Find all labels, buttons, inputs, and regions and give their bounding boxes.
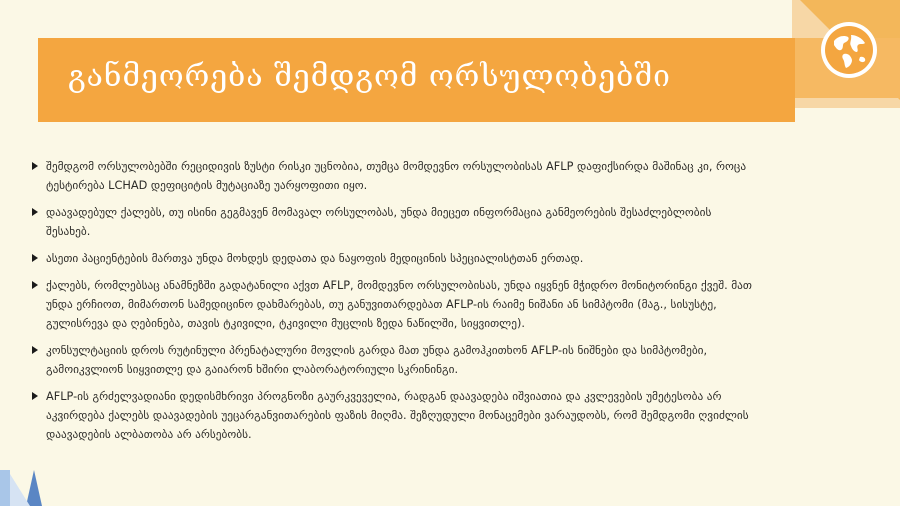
list-item bbox=[32, 249, 752, 268]
triangle-bullet-icon bbox=[32, 254, 38, 262]
bullet-text: ქალებს, რომლებსაც ანამნეზში გადატანილი აქვთ AFLP, მომდევნო ორსულობისას, უნდა იყვნენ მჭიდრო მონიტორინგი ქვეშ. მათ უნდა ერჩიოთ, მიმართონ სამედიცინო დახმარებას, თუ განუვითარდებათ AFLP-ის რაიმე ნიშანი ან სიმპტომი (მაგ., სისუსტე, გულისრევა და ღებინება, თავის ტკივილი, ტკივილი მუცლის ზედა ნაწილში, სიყვითლე). bbox=[46, 279, 752, 330]
triangle-bullet-icon bbox=[32, 392, 38, 400]
bullet-text: კონსულტაციის დროს რუტინული პრენატალური მოვლის გარდა მათ უნდა გამოჰკითხონ AFLP-ის ნიშნები და სიმპტომები, გამოიკვლიონ სიყვითლე და გაიარონ ხშირი ლაბორატორიული სკრინინგი. bbox=[46, 344, 708, 376]
triangle-bullet-icon bbox=[32, 281, 38, 289]
bullet-text: შემდგომ ორსულობებში რეციდივის ზუსტი რისკი უცნობია, თუმცა მომდევნო ორსულობისას AFLP დაფიქსირდა მაშინაც კი, როცა ტესტირება LCHAD დეფიციტის მუტაციაზე უარყოფითი იყო. bbox=[46, 160, 747, 192]
list-item bbox=[32, 387, 752, 444]
list-item bbox=[32, 203, 752, 241]
triangle-bullet-icon bbox=[32, 346, 38, 354]
slide-title: განმეორება შემდგომ ორსულობებში bbox=[68, 59, 671, 94]
triangle-bullet-icon bbox=[32, 208, 38, 216]
bottom-left-decoration bbox=[0, 470, 42, 506]
triangle-bullet-icon bbox=[32, 162, 38, 170]
bullet-list bbox=[32, 157, 752, 452]
bullet-text: დაავადებულ ქალებს, თუ ისინი გეგმავენ მომავალ ორსულობას, უნდა მიეცეთ ინფორმაცია განმეორების შესაძლებლობის შესახებ. bbox=[46, 206, 712, 238]
list-item bbox=[32, 341, 752, 379]
globe-icon bbox=[820, 21, 878, 79]
list-item bbox=[32, 157, 752, 195]
list-item bbox=[32, 276, 752, 333]
bullet-text: AFLP-ის გრძელვადიანი დედისმხრივი პროგნოზი გაურკვეველია, რადგან დაავადება იშვიათია და კვლევების უმეტესობა არ აკვირდება ქალებს დაავადების უეცარგანვითარების ფაზის მიღმა. შეზღუდული მონაცემები ვარაუდობს, რომ შემდგომი ღვიძლის დაავადების ალბათობა არ არსებობს. bbox=[46, 390, 749, 441]
bullet-text: ასეთი პაციენტების მართვა უნდა მოხდეს დედათა და ნაყოფის მედიცინის სპეციალისტთან ერთად. bbox=[46, 252, 584, 265]
